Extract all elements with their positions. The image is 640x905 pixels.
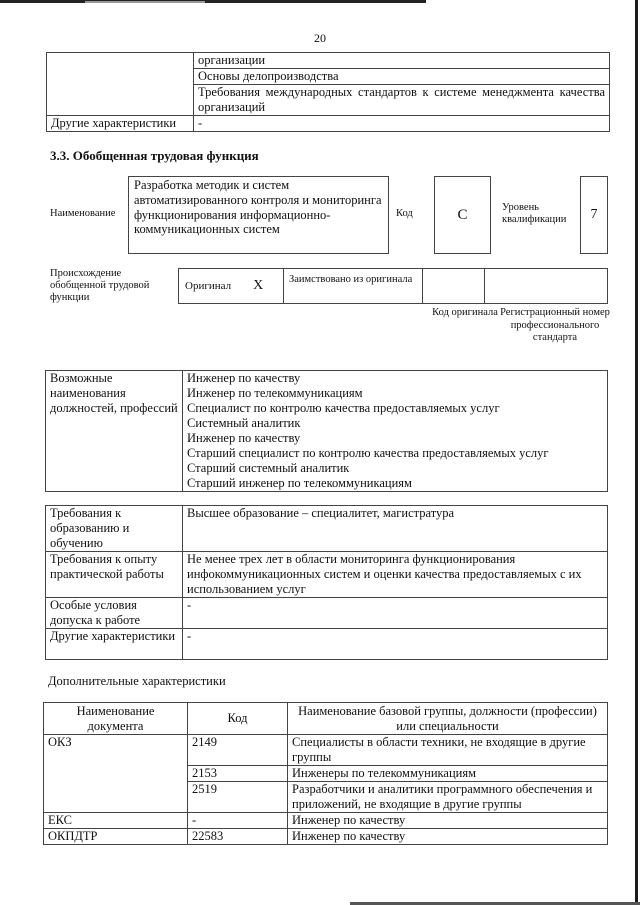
profession-item: Инженер по качеству	[187, 431, 301, 445]
name-cell: Инженер по качеству	[288, 829, 608, 845]
knowledge-item: Основы делопроизводства	[194, 69, 610, 85]
code-cell: 2519	[188, 782, 288, 813]
header-doc: Наименование документа	[44, 703, 188, 735]
code-cell: 2149	[188, 735, 288, 766]
table-row	[46, 552, 608, 598]
code-cell: 22583	[188, 829, 288, 845]
original-label: Оригинал	[185, 280, 232, 292]
knowledge-item: организации	[194, 53, 610, 69]
requirement-label: Требования к образованию и обучению	[46, 506, 183, 552]
scan-edge-top	[0, 0, 426, 3]
professions-table	[45, 370, 608, 492]
additional-title: Дополнительные характеристики	[48, 674, 226, 688]
header-row	[44, 703, 608, 735]
table-row	[46, 506, 608, 552]
requirement-value: -	[183, 598, 608, 629]
code-label: Код	[396, 208, 413, 219]
doc-cell: ЕКС	[44, 813, 188, 829]
qualification-level-label: Уровень квалификации	[502, 202, 567, 225]
table-row	[46, 371, 608, 492]
requirement-value: -	[183, 629, 608, 660]
additional-table	[43, 702, 608, 845]
profession-item: Системный аналитик	[187, 416, 301, 430]
profession-item: Инженер по качеству	[187, 371, 301, 385]
origin-strip	[178, 268, 608, 304]
row-value: -	[194, 116, 610, 132]
section-title: 3.3. Обобщенная трудовая функция	[50, 148, 259, 163]
requirement-label: Другие характеристики	[46, 629, 183, 660]
origin-label: Происхождение обобщенной трудовой функции	[50, 268, 150, 303]
name-cell: Разработчики и аналитики программного обеспечения и приложений, не входящие в другие группы	[288, 782, 608, 813]
code-cell: 2153	[188, 766, 288, 782]
profession-item: Специалист по контролю качества предоставляемых услуг	[187, 401, 500, 415]
professions-list	[183, 371, 608, 492]
code-original-caption: Код оригинала	[432, 307, 498, 318]
requirement-value: Не менее трех лет в области мониторинга функционирования инфокоммуникационных систем и оценки качества предоставляемых с их использованием услуг	[183, 552, 608, 598]
name-cell: Инженеры по телекоммуникациям	[288, 766, 608, 782]
original-cell	[179, 269, 284, 303]
page-number: 20	[314, 31, 326, 45]
requirement-label: Особые условия допуска к работе	[46, 598, 183, 629]
header-code: Код	[188, 703, 288, 735]
profession-item: Старший специалист по контролю качества предоставляемых услуг	[187, 446, 549, 460]
name-label: Наименование	[50, 208, 116, 219]
table-row	[47, 116, 610, 132]
function-code-box: C	[434, 176, 491, 254]
doc-cell: ОКЗ	[44, 735, 188, 813]
row-label	[47, 53, 194, 116]
continued-knowledge-table	[46, 52, 610, 132]
code-original-cell	[423, 269, 485, 303]
scan-edge-right	[635, 0, 638, 905]
requirement-label: Требования к опыту практической работы	[46, 552, 183, 598]
code-cell: -	[188, 813, 288, 829]
professions-label: Возможные наименования должностей, профессий	[46, 371, 183, 492]
header-name: Наименование базовой группы, должности (профессии) или специальности	[288, 703, 608, 735]
reg-number-cell	[485, 269, 607, 303]
table-row	[44, 829, 608, 845]
name-cell: Инженер по качеству	[288, 813, 608, 829]
profession-item: Старший системный аналитик	[187, 461, 350, 475]
profession-item: Старший инженер по телекоммуникациям	[187, 476, 412, 490]
name-cell: Специалисты в области техники, не входящие в другие группы	[288, 735, 608, 766]
requirements-table	[45, 505, 608, 660]
reg-number-caption: Регистрационный номер профессионального стандарта	[500, 307, 610, 343]
original-mark: X	[253, 278, 264, 293]
requirement-value: Высшее образование – специалитет, магистратура	[183, 506, 608, 552]
table-row	[47, 53, 610, 69]
knowledge-item: Требования международных стандартов к системе менеджмента качества организаций	[194, 85, 610, 116]
profession-item: Инженер по телекоммуникациям	[187, 386, 363, 400]
table-row	[46, 629, 608, 660]
table-row	[44, 735, 608, 766]
qualification-level-box: 7	[580, 176, 608, 254]
table-row	[44, 813, 608, 829]
borrowed-label: Заимствовано из оригинала	[284, 269, 423, 303]
row-label: Другие характеристики	[47, 116, 194, 132]
table-row	[46, 598, 608, 629]
scan-edge-top-shade	[85, 1, 205, 3]
function-name-box: Разработка методик и систем автоматизированного контроля и мониторинга функционирования информационно-коммуникационных систем	[128, 176, 389, 254]
doc-cell: ОКПДТР	[44, 829, 188, 845]
